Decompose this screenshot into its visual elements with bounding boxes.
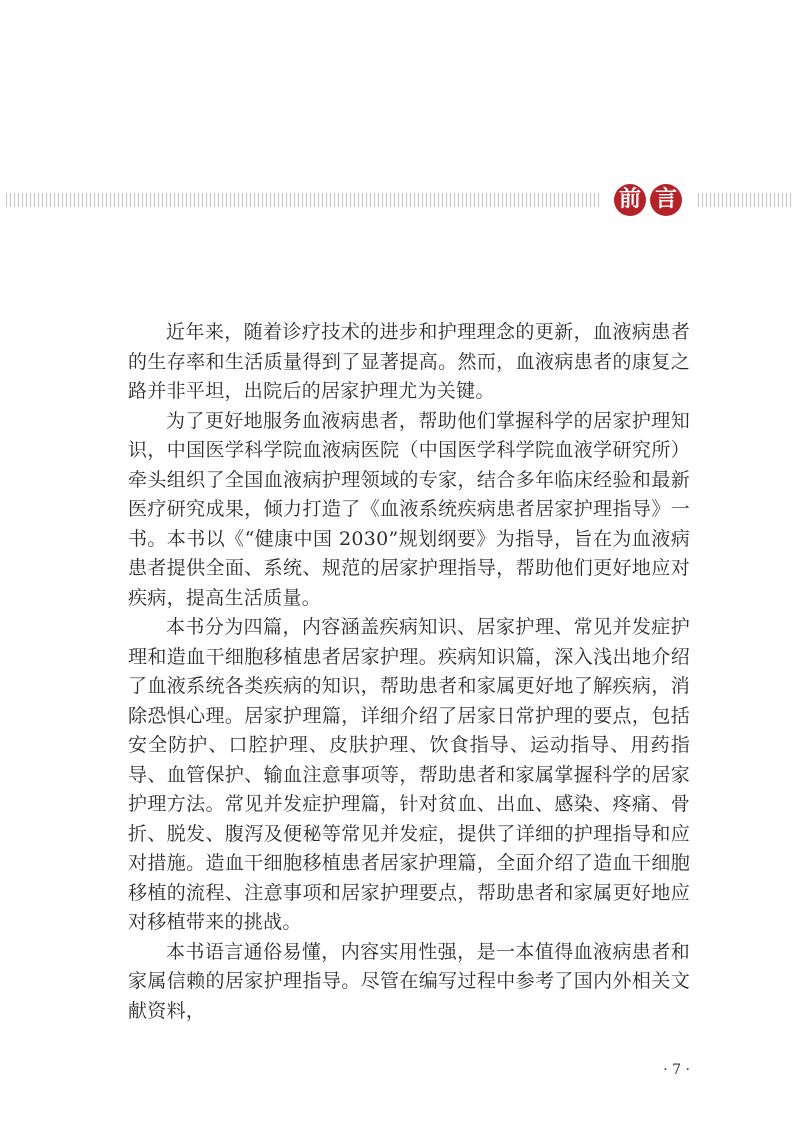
chapter-header xyxy=(0,186,800,214)
title-badge-first: 前 xyxy=(614,184,646,216)
decorative-tick-strip-left xyxy=(6,193,602,207)
paragraph: 为了更好地服务血液病患者，帮助他们掌握科学的居家护理知识，中国医学科学院血液病医院（中国医学科学院血液学研究所）牵头组织了全国血液病护理领域的专家，结合多年临床经验和最新医疗研究成果，倾力打造了《血液系统疾病患者居家护理指导》一书。本书以《“健康中国 2030”规划纲要》为指导，旨在为血液病患者提供全面、系统、规范的居家护理指导，帮助他们更好地应对疾病，提高生活质量。 xyxy=(128,409,690,609)
preface-body xyxy=(128,318,690,1026)
paragraph: 本书语言通俗易懂，内容实用性强，是一本值得血液病患者和家属信赖的居家护理指导。尽管在编写过程中参考了国内外相关文献资料， xyxy=(128,940,690,1022)
page-number: · 7 · xyxy=(663,1062,690,1078)
chapter-title xyxy=(606,184,696,216)
title-badge-second: 言 xyxy=(650,184,682,216)
paragraph: 近年来，随着诊疗技术的进步和护理理念的更新，血液病患者的生存率和生活质量得到了显著提高。然而，血液病患者的康复之路并非平坦，出院后的居家护理尤为关键。 xyxy=(128,321,690,402)
paragraph: 本书分为四篇，内容涵盖疾病知识、居家护理、常见并发症护理和造血干细胞移植患者居家护理。疾病知识篇，深入浅出地介绍了血液系统各类疾病的知识，帮助患者和家属更好地了解疾病，消除恐惧心理。居家护理篇，详细介绍了居家日常护理的要点，包括安全防护、口腔护理、皮肤护理、饮食指导、运动指导、用药指导、血管保护、输血注意事项等，帮助患者和家属掌握科学的居家护理方法。常见并发症护理篇，针对贫血、出血、感染、疼痛、骨折、脱发、腹泻及便秘等常见并发症，提供了详细的护理指导和应对措施。造血干细胞移植患者居家护理篇，全面介绍了造血干细胞移植的流程、注意事项和居家护理要点，帮助患者和家属更好地应对移植带来的挑战。 xyxy=(128,616,690,933)
decorative-tick-strip-right xyxy=(698,193,792,207)
